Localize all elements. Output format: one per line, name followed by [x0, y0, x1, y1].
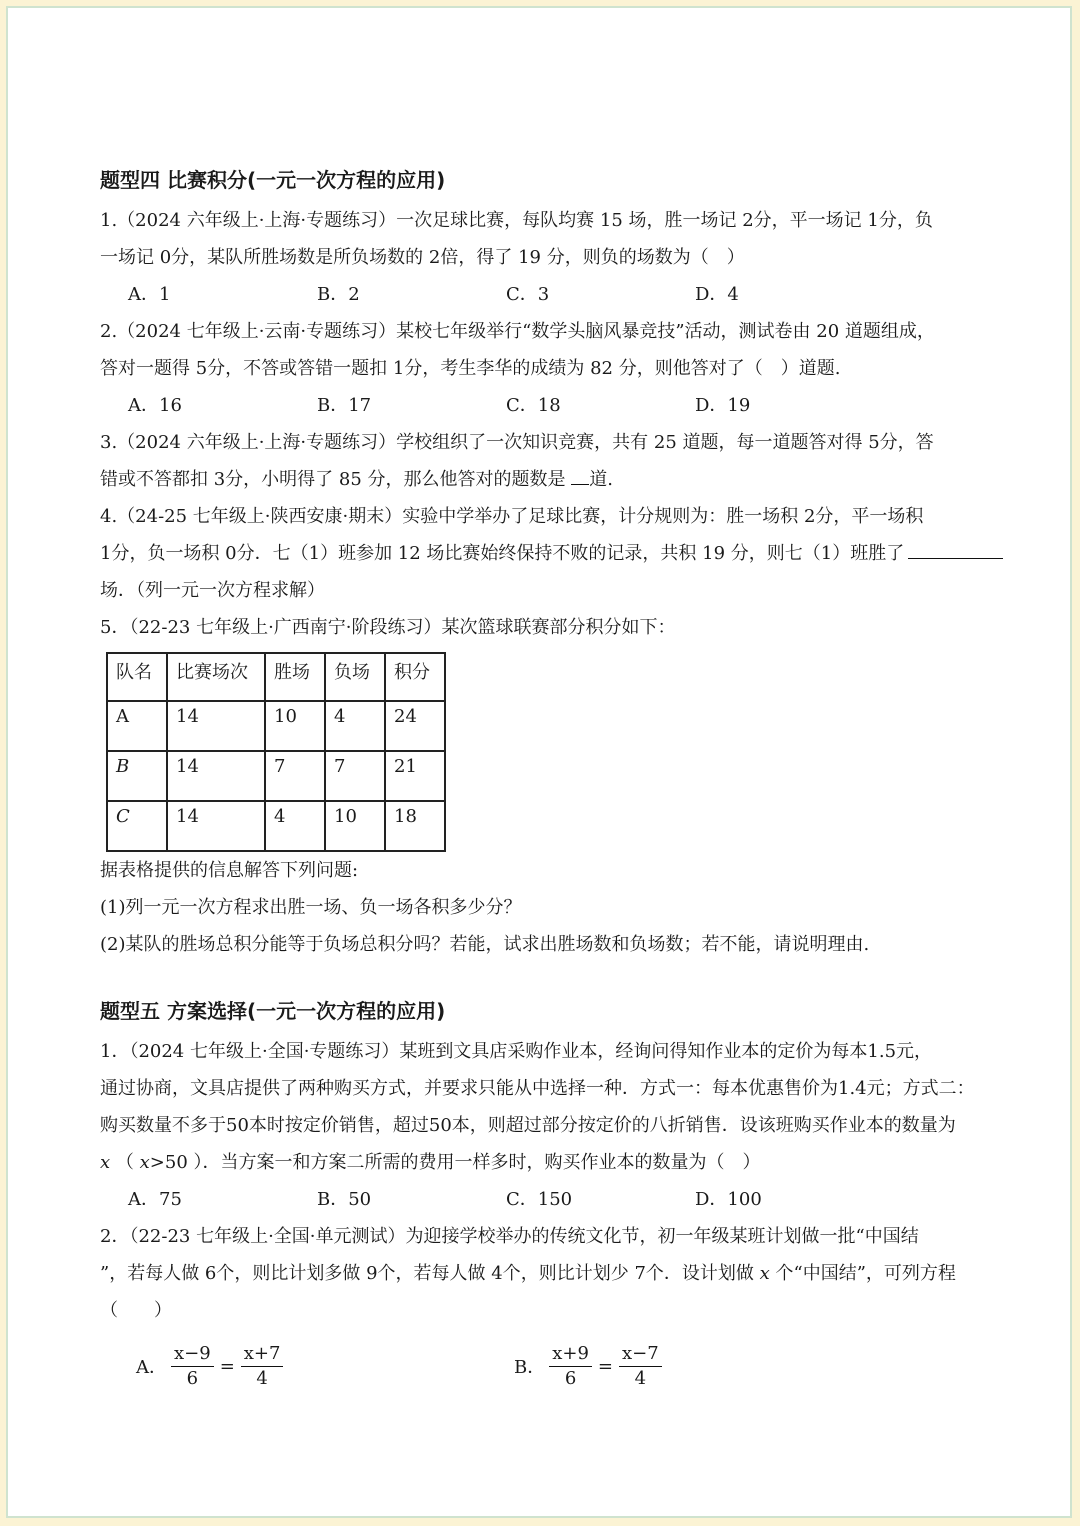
s4-q3-line1: 3.（2024 六年级上·上海·专题练习）学校组织了一次知识竞赛，共有 25 道题，每一道题答对得 5分，答	[100, 432, 934, 453]
s5-q1-line1: 1．（2024 七年级上·全国·专题练习）某班到文具店采购作业本，经询问得知作业本的定价为每本1.5元，	[100, 1041, 933, 1062]
s4-q5-sub2: (2)某队的胜场总积分能等于负场总积分吗？若能，试求出胜场数和负场数；若不能，请说明理由.	[100, 934, 870, 955]
option-b[interactable]: B．2	[317, 284, 360, 305]
s4-q4-line2	[100, 535, 1020, 572]
option-a[interactable]: A．16	[128, 395, 182, 416]
option-d[interactable]: D．100	[695, 1189, 762, 1210]
s5-q2-options	[100, 1329, 1020, 1403]
table-cell: A	[107, 701, 167, 751]
s4-q1-options	[100, 276, 1020, 313]
s5-q2-text-b: 个“中国结”，可列方程	[775, 1263, 956, 1284]
s5-q1-text: ）．当方案一和方案二所需的费用一样多时，购买作业本的数量为（ ）	[193, 1152, 761, 1173]
s4-question-5	[100, 609, 1020, 963]
page-frame	[6, 6, 1072, 1518]
table-cell: 7	[325, 751, 385, 801]
s4-question-4	[100, 498, 1020, 609]
s4-question-3	[100, 424, 1020, 498]
table-header: 队名	[107, 653, 167, 701]
s4-question-1	[100, 202, 1020, 313]
option-b[interactable]: B．50	[317, 1189, 372, 1210]
s5-q1-options	[100, 1181, 1020, 1218]
score-table	[106, 652, 446, 852]
option-c[interactable]: C．18	[506, 395, 561, 416]
denominator: 6	[564, 1367, 577, 1389]
s4-q2-options	[100, 387, 1020, 424]
s5-q1-condition: >50	[149, 1152, 188, 1173]
option-a[interactable]: A．1	[128, 284, 171, 305]
s4-q2-line2: 答对一题得 5分，不答或答错一题扣 1分，考生李华的成绩为 82 分，则他答对了（ ）道题.	[100, 358, 841, 379]
table-row	[107, 751, 445, 801]
s4-q3-text-b: 道.	[589, 469, 613, 490]
table-cell: 7	[265, 751, 325, 801]
s5-q2-line1: 2．（22-23 七年级上·全国·单元测试）为迎接学校举办的传统文化节，初一年级某班计划做一批“中国结	[100, 1226, 919, 1247]
table-cell: B	[107, 751, 167, 801]
s5-q2-text-a: ”，若每人做 6个，则比计划多做 9个，若每人做 4个，则比计划少 7个．设计划做	[100, 1263, 754, 1284]
worksheet-content	[100, 158, 1020, 1403]
table-cell: 4	[325, 701, 385, 751]
option-c[interactable]: C．150	[506, 1189, 573, 1210]
section4-title: 题型四 比赛积分(一元一次方程的应用)	[100, 168, 446, 192]
table-cell: 10	[325, 801, 385, 851]
answer-blank[interactable]	[908, 536, 1003, 559]
s4-question-2	[100, 313, 1020, 424]
s4-q2-line1: 2.（2024 七年级上·云南·专题练习）某校七年级举行“数学头脑风暴竞技”活动，测试卷由 20 道题组成，	[100, 321, 935, 342]
fraction-left	[171, 1342, 214, 1391]
table-header: 比赛场次	[167, 653, 265, 701]
answer-blank[interactable]	[571, 462, 589, 485]
option-d[interactable]: D．4	[695, 284, 739, 305]
s5-q2-line3: （ ）	[100, 1300, 172, 1321]
s5-question-1	[100, 1033, 1020, 1218]
section5-title: 题型五 方案选择(一元一次方程的应用)	[100, 999, 446, 1023]
table-cell: 21	[385, 751, 445, 801]
s4-q1-line1: 1.（2024 六年级上·上海·专题练习）一次足球比赛，每队均赛 15 场，胜一场记 2分，平一场记 1分，负	[100, 210, 933, 231]
s4-q1-line2: 一场记 0分，某队所胜场数是所负场数的 2倍，得了 19 分，则负的场数为（ ）	[100, 247, 745, 268]
fraction-right	[619, 1342, 662, 1391]
fraction-right	[241, 1342, 284, 1391]
s4-q5-intro: 5．（22-23 七年级上·广西南宁·阶段练习）某次篮球联赛部分积分如下：	[100, 617, 676, 638]
option-b[interactable]: B．17	[317, 395, 372, 416]
s5-q1-line3: 购买数量不多于50本时按定价销售，超过50本，则超过部分按定价的八折销售．设该班购买作业本的数量为	[100, 1115, 956, 1136]
variable-x: x	[759, 1263, 770, 1284]
s4-q4-line1: 4.（24-25 七年级上·陕西安康·期末）实验中学举办了足球比赛，计分规则为：胜一场积 2分，平一场积	[100, 506, 924, 527]
denominator: 4	[634, 1367, 647, 1389]
s4-q4-line2-text: 1分，负一场积 0分．七（1）班参加 12 场比赛始终保持不败的记录，共积 19 分，则七（1）班胜了	[100, 543, 905, 564]
variable-x: x	[100, 1152, 111, 1173]
s5-q1-paren: （	[115, 1152, 134, 1173]
variable-x: x	[139, 1152, 150, 1173]
s5-question-2	[100, 1218, 1020, 1403]
s4-q3-line2	[100, 461, 1020, 498]
table-header-row	[107, 653, 445, 701]
s4-q4-line3: 场．（列一元一次方程求解）	[100, 580, 325, 601]
s4-q5-after: 据表格提供的信息解答下列问题:	[100, 860, 359, 881]
option-b[interactable]	[514, 1342, 892, 1391]
numerator: x+9	[549, 1342, 592, 1367]
numerator: x+7	[241, 1342, 284, 1367]
s5-q1-line2: 通过协商，文具店提供了两种购买方式，并要求只能从中选择一种．方式一：每本优惠售价为1.4元；方式二：	[100, 1078, 975, 1099]
table-header: 负场	[325, 653, 385, 701]
table-row	[107, 701, 445, 751]
option-label: A．	[136, 1357, 167, 1378]
numerator: x−9	[171, 1342, 214, 1367]
numerator: x−7	[619, 1342, 662, 1367]
table-header: 胜场	[265, 653, 325, 701]
table-cell: 14	[167, 701, 265, 751]
option-a[interactable]	[136, 1342, 514, 1391]
s4-q5-sub1: (1)列一元一次方程求出胜一场、负一场各积多少分？	[100, 897, 522, 918]
s5-q2-line2	[100, 1255, 1020, 1292]
option-d[interactable]: D．19	[695, 395, 751, 416]
fraction-left	[549, 1342, 592, 1391]
section-gap	[100, 963, 1020, 989]
equals-sign: =	[219, 1355, 235, 1377]
table-cell: 14	[167, 801, 265, 851]
table-cell: 18	[385, 801, 445, 851]
option-c[interactable]: C．3	[506, 284, 550, 305]
denominator: 6	[186, 1367, 199, 1389]
table-cell: 14	[167, 751, 265, 801]
table-cell: 10	[265, 701, 325, 751]
s4-q3-text-a: 错或不答都扣 3分，小明得了 85 分，那么他答对的题数是	[100, 469, 566, 490]
table-cell: 4	[265, 801, 325, 851]
table-cell: C	[107, 801, 167, 851]
table-row	[107, 801, 445, 851]
table-header: 积分	[385, 653, 445, 701]
table-cell: 24	[385, 701, 445, 751]
s5-q1-line4	[100, 1144, 1020, 1181]
option-a[interactable]: A．75	[128, 1189, 182, 1210]
equals-sign: =	[597, 1355, 614, 1377]
denominator: 4	[256, 1367, 268, 1389]
option-label: B．	[514, 1357, 546, 1378]
